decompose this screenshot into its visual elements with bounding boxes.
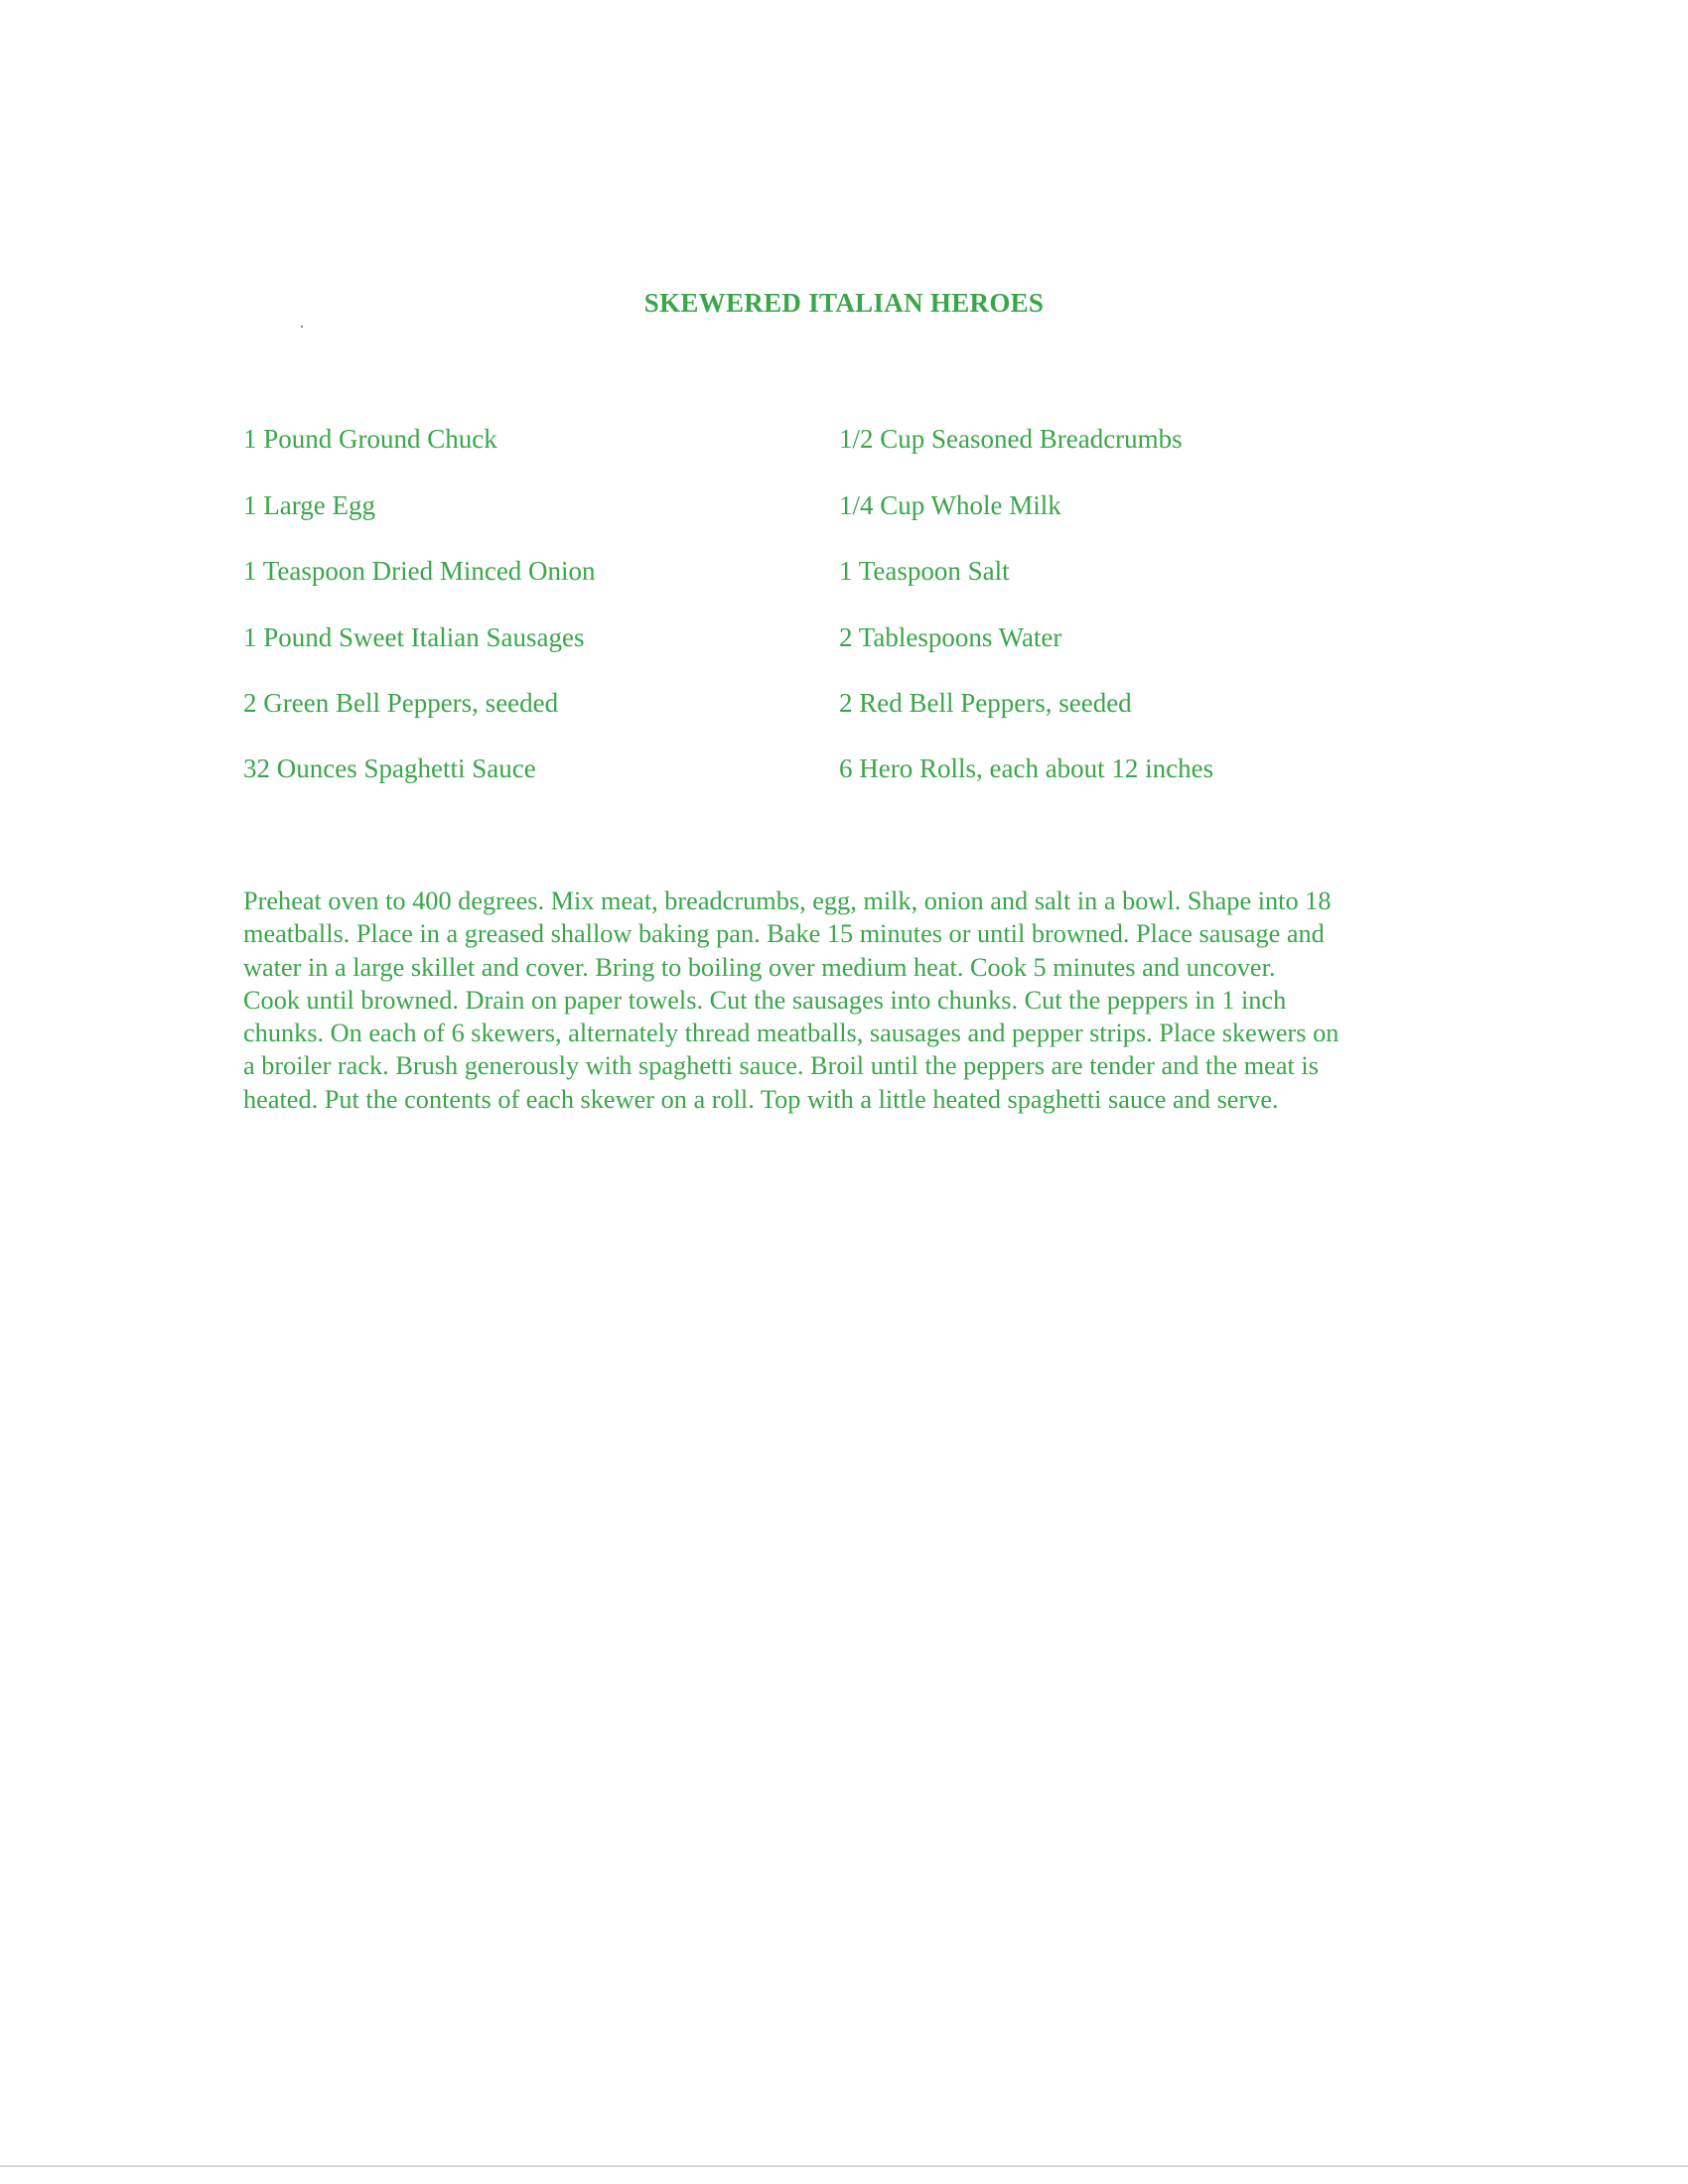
ingredient-item: 32 Ounces Spaghetti Sauce xyxy=(243,753,536,783)
directions-line: meatballs. Place in a greased shallow baking pan. Bake 15 minutes or until browned. Place sausage and xyxy=(243,919,1325,949)
directions-paragraph xyxy=(243,885,1445,1116)
recipe-title: SKEWERED ITALIAN HEROES xyxy=(643,288,1045,318)
scan-edge-line xyxy=(0,2165,1688,2167)
ingredient-item: 2 Green Bell Peppers, seeded xyxy=(243,688,559,718)
ingredient-item: 1/2 Cup Seasoned Breadcrumbs xyxy=(839,424,1183,454)
ingredient-item: 2 Tablespoons Water xyxy=(839,622,1062,652)
ingredient-item: 1 Teaspoon Salt xyxy=(839,556,1010,586)
ingredient-item: 2 Red Bell Peppers, seeded xyxy=(839,688,1132,718)
directions-line: Preheat oven to 400 degrees. Mix meat, breadcrumbs, egg, milk, onion and salt in a bowl. Shape into 18 xyxy=(243,887,1332,915)
directions-line: heated. Put the contents of each skewer on a roll. Top with a little heated spaghetti sauce and serve. xyxy=(243,1084,1279,1114)
ingredient-item: 1 Teaspoon Dried Minced Onion xyxy=(243,556,596,586)
ingredient-item: 1 Pound Sweet Italian Sausages xyxy=(243,622,585,652)
ingredient-item: 1 Large Egg xyxy=(243,490,375,520)
ingredient-item: 1/4 Cup Whole Milk xyxy=(839,490,1061,520)
directions-line: Cook until browned. Drain on paper towels. Cut the sausages into chunks. Cut the peppers in 1 inch xyxy=(243,985,1287,1015)
ingredient-item: 6 Hero Rolls, each about 12 inches xyxy=(839,753,1214,783)
directions-line: chunks. On each of 6 skewers, alternately thread meatballs, sausages and pepper strips. Place skewers on xyxy=(243,1019,1339,1048)
directions-line: a broiler rack. Brush generously with spaghetti sauce. Broil until the peppers are tender and the meat is xyxy=(243,1051,1319,1081)
ingredient-item: 1 Pound Ground Chuck xyxy=(243,424,497,454)
scan-speck xyxy=(301,326,303,328)
directions-line: water in a large skillet and cover. Bring to boiling over medium heat. Cook 5 minutes and uncover. xyxy=(243,952,1276,982)
